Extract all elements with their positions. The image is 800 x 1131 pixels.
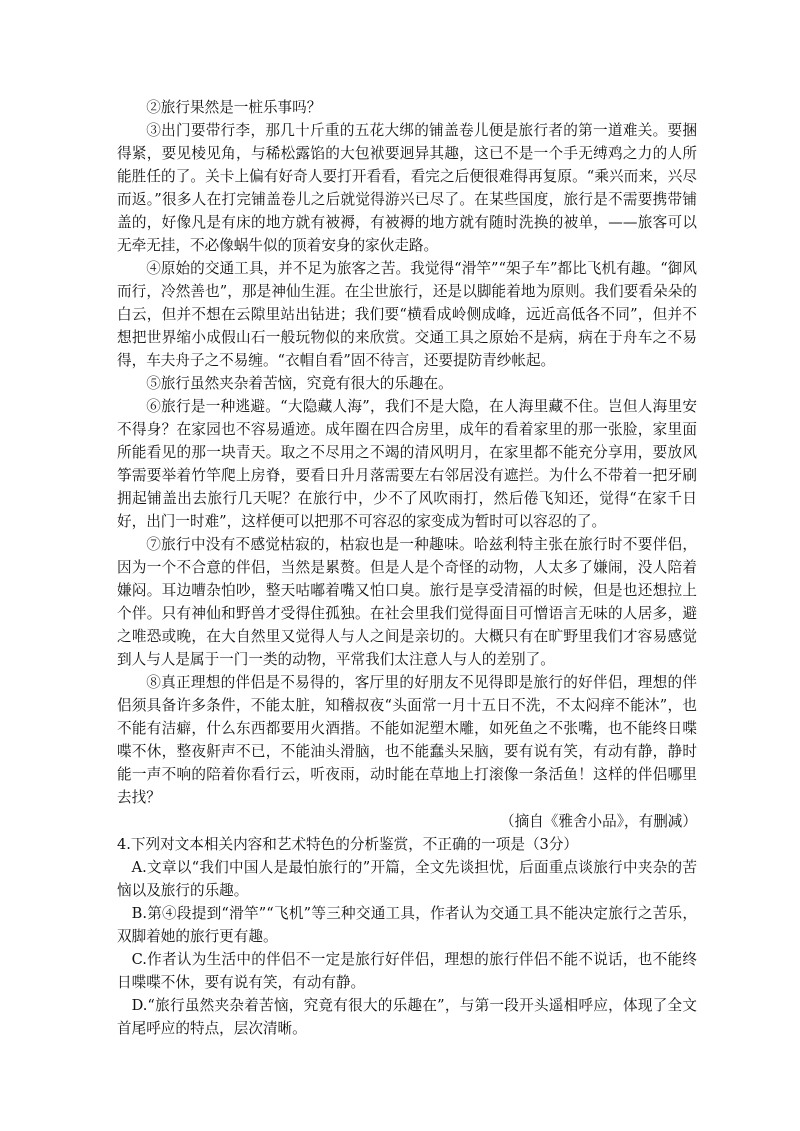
option-d: D.“旅行虽然夹杂着苦恼，究竟有很大的乐趣在”，与第一段开头遥相呼应，体现了全文首尾呼应的特点，层次清晰。 — [117, 997, 697, 1037]
paragraph-2: ②旅行果然是一桩乐事吗？ — [146, 99, 322, 116]
paragraph-5: ⑤旅行虽然夹杂着苦恼，究竟有很大的乐趣在。 — [146, 375, 453, 392]
option-c: C.作者认为生活中的伴侣不一定是旅行好伴侣，理想的旅行伴侣不能不说话，也不能终日喋喋不休，要有说有笑，有动有静。 — [117, 951, 697, 991]
option-a: A.文章以“我们中国人是最怕旅行的”开篇，全文先谈担忧，后面重点谈旅行中夹杂的苦恼以及旅行的乐趣。 — [117, 859, 697, 899]
paragraph-4: ④原始的交通工具，并不足为旅客之苦。我觉得“滑竿”“架子车”都比飞机有趣。“御风而行，冷然善也”，那是神仙生涯。在尘世旅行，还是以脚能着地为原则。我们要看朵朵的白云，但并不想在云隙里站出钻进；我们要“横看成岭侧成峰，远近高低各不同”，但并不想把世界缩小成假山石一般玩物似的来欣赏。交通工具之原始不是病，病在于舟车之不易得，车夫舟子之不易缠。“衣帽自看”固不待言，还要提防青纱帐起。 — [117, 260, 697, 369]
paragraph-8: ⑧真正理想的伴侣是不易得的，客厅里的好朋友不见得即是旅行的好伴侣，理想的伴侣须具备许多条件，不能太脏，知稽叔夜“头面常一月十五日不洗，不太闷痒不能沐”，也不能有洁癖，什么东西都要用火酒揩。不能如泥塑木雕，如死鱼之不张嘴，也不能终日喋喋不休，整夜鼾声不已，不能油头滑脑，也不能蠢头呆脑，要有说有笑，有动有静，静时能一声不响的陪着你看行云，听夜雨，动时能在草地上打滚像一条活鱼！这样的伴侣哪里去找？ — [117, 674, 697, 806]
paragraph-6: ⑥旅行是一种逃避。“大隐藏人海”，我们不是大隐，在人海里藏不住。岂但人海里安不得身？在家园也不容易遁迹。成年圈在四合房里，成年的看着家里的那一张脸，家里面所能看见的那一块青天。取之不尽用之不竭的清风明月，在家里都不能充分享用，要放风筝需要举着竹竿爬上房脊，要看日升月落需要左右邻居没有遮拦。为什么不带着一把牙刷拥起铺盖出去旅行几天呢？在旅行中，少不了风吹雨打，然后倦飞知还，觉得“在家千日好，出门一时难”，这样便可以把那不可容忍的家变成为暂时可以容忍的了。 — [117, 398, 697, 530]
document-body — [117, 96, 697, 1040]
question-stem: 4.下列对文本相关内容和艺术特色的分析鉴赏，不正确的一项是（3分） — [117, 836, 579, 853]
option-b: B.第④段提到“滑竿”“飞机”等三种交通工具，作者认为交通工具不能决定旅行之苦乐，双脚着她的旅行更有趣。 — [117, 905, 697, 945]
paragraph-3: ③出门要带行李，那几十斤重的五花大绑的铺盖卷儿便是旅行者的第一道难关。要捆得紧，要见棱见角，与稀松露馅的大包袱要迥异其趣，这已不是一个手无缚鸡之力的人所能胜任的了。关卡上偏有好奇人要打开看看，看完之后便很难得再复原。“乘兴而来，兴尽而返。”很多人在打完铺盖卷儿之后就觉得游兴已尽了。在某些国度，旅行是不需要携带铺盖的，好像凡是有床的地方就有被褥，有被褥的地方就有随时洗换的被单，——旅客可以无牵无挂，不必像蜗牛似的顶着安身的家伙走路。 — [117, 122, 697, 254]
source-citation: （摘自《雅舍小品》，有删减） — [499, 813, 697, 830]
paragraph-7: ⑦旅行中没有不感觉枯寂的，枯寂也是一种趣味。哈兹利特主张在旅行时不要伴侣，因为一个不合意的伴侣，当然是累赘。但是人是个奇怪的动物，人太多了嫌闹，没人陪着嫌闷。耳边嘈杂怕吵，整天咕嘟着嘴又怕口臭。旅行是享受清福的时候，但是也还想拉上个伴。只有神仙和野兽才受得住孤独。在社会里我们觉得面目可憎语言无味的人居多，避之唯恐或晚，在大自然里又觉得人与人之间是亲切的。大概只有在旷野里我们才容易感觉到人与人是属于一门一类的动物，平常我们太注意人与人的差别了。 — [117, 536, 697, 668]
